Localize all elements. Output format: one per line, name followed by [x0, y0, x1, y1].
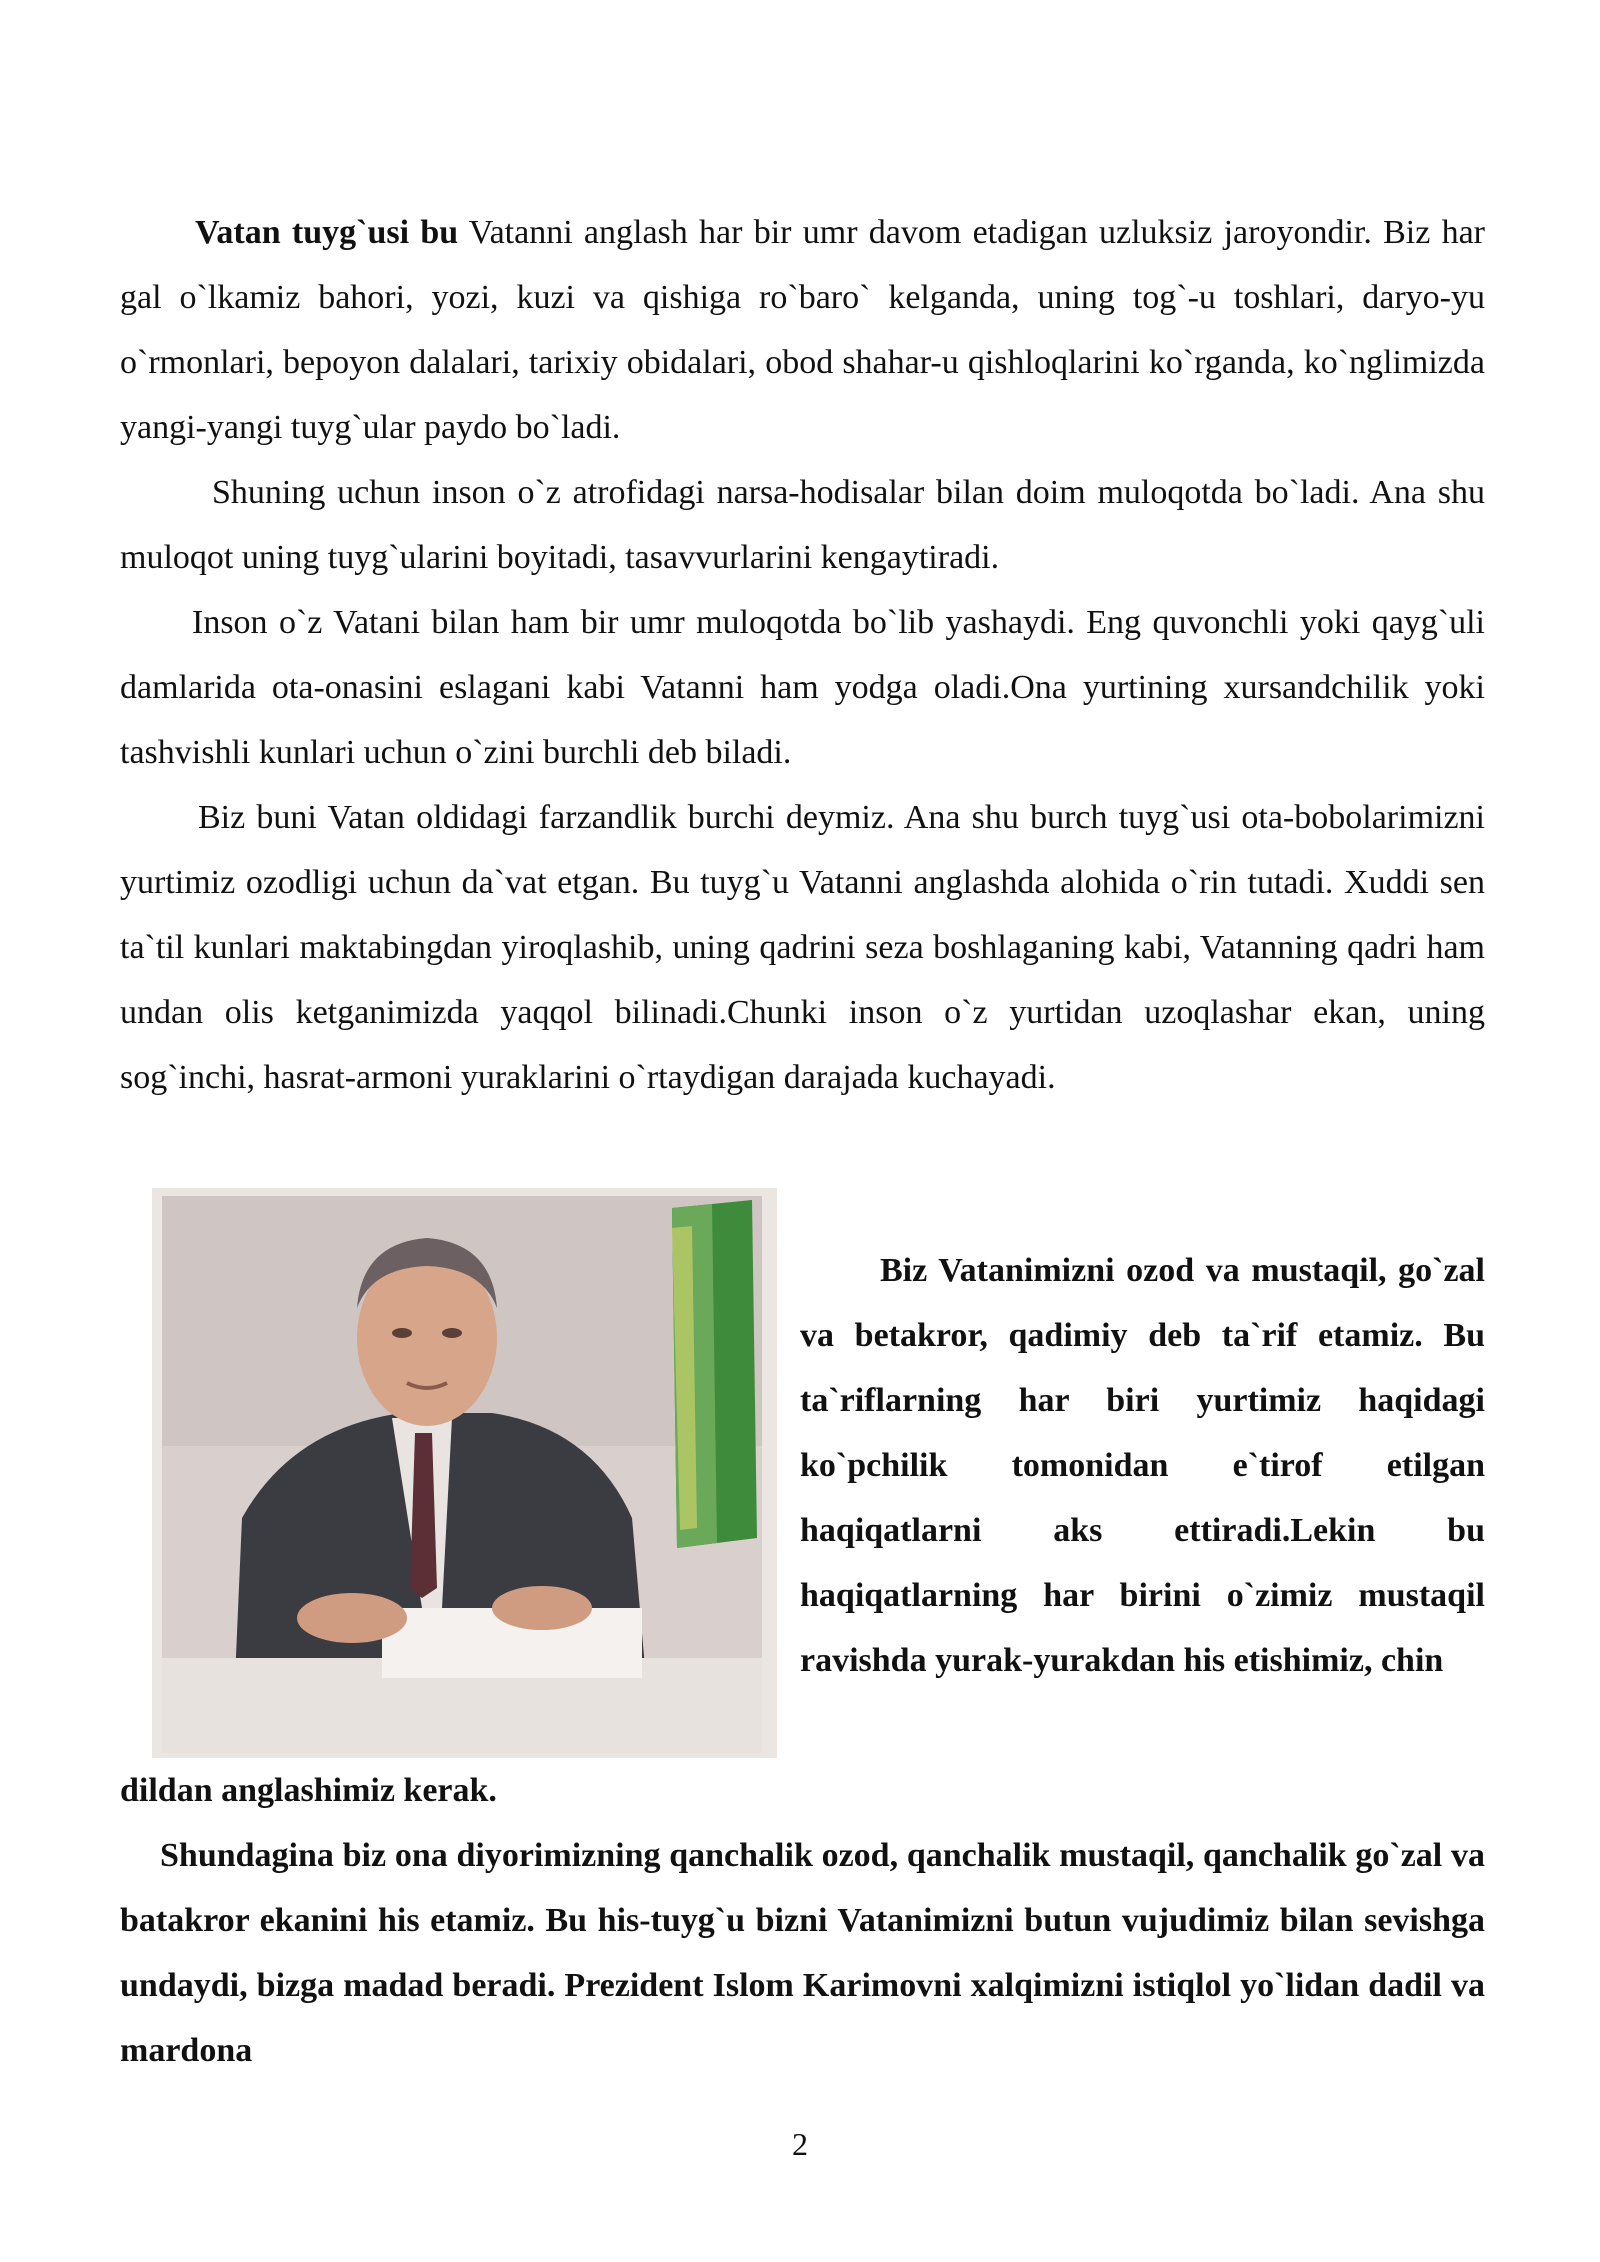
side-paragraph: Biz Vatanimizni ozod va mustaqil, go`zal va betakror, qadimiy deb ta`rif etamiz. Bu ta`riflarning har biri yurtimiz haqidagi ko`pchilik tomonidan e`tirof etilgan haqiqatlarni aks ettiradi.Lekin bu haqiqatlarning har birini o`zimiz mustaqil ravishda yurak-yurakdan his etishimiz, chin — [800, 1252, 1485, 1679]
paragraph-3: Inson o`z Vatani bilan ham bir umr muloqotda bo`lib yashaydi. Eng quvonchli yoki qayg`uli damlarida ota-onasini eslagani kabi Vatanni ham yodga oladi.Ona yurtining xursandchilik yoki tashvishli kunlari uchun o`zini burchli deb biladi. — [120, 604, 1485, 771]
bold-text-block — [120, 1758, 1485, 2083]
paragraph-1-body: Vatanni anglash har bir umr davom etadigan uzluksiz jaroyondir. Biz har gal o`lkamiz bahori, yozi, kuzi va qishiga ro`baro` kelganda, uning tog`-u toshlari, daryo-yu o`rmonlari, bepoyon dalalari, tarixiy obidalari, obod shahar-u qishloqlarini ko`rganda, ko`nglimizda yangi-yangi tuyg`ular paydo bo`ladi. — [120, 214, 1485, 446]
paragraph-2: Shuning uchun inson o`z atrofidagi narsa-hodisalar bilan doim muloqotda bo`ladi. Ana shu muloqot uning tuyg`ularini boyitadi, tasavvurlarini kengaytiradi. — [120, 474, 1485, 576]
page-number: 2 — [792, 2126, 808, 2162]
portrait-photo — [152, 1188, 777, 1758]
paragraph-4: Biz buni Vatan oldidagi farzandlik burchi deymiz. Ana shu burch tuyg`usi ota-bobolarimizni yurtimiz ozodligi uchun da`vat etgan. Bu tuyg`u Vatanni anglashda alohida o`rin tutadi. Xuddi sen ta`til kunlari maktabingdan yiroqlashib, uning qadrini seza boshlaganing kabi, Vatanning qadri ham undan olis ketganimizda yaqqol bilinadi.Chunki inson o`z yurtidan uzoqlashar ekan, uning sog`inchi, hasrat-armoni yuraklarini o`rtaydigan darajada kuchayadi. — [120, 799, 1485, 1096]
paragraph-1 — [120, 200, 1485, 460]
portrait-image — [152, 1188, 777, 1758]
main-text-block — [120, 200, 1485, 1110]
side-paragraph-continuation: dildan anglashimiz kerak. — [120, 1772, 497, 1809]
paragraph-6: Shundagina biz ona diyorimizning qanchalik ozod, qanchalik mustaqil, qanchalik go`zal va batakror ekanini his etamiz. Bu his-tuyg`u bizni Vatanimizni butun vujudimiz bilan sevishga undaydi, bizga madad beradi. Prezident Islom Karimovni xalqimizni istiqlol yo`lidan dadil va mardona — [120, 1837, 1485, 2069]
paragraph-1-lead: Vatan tuyg`usi bu — [195, 214, 459, 251]
